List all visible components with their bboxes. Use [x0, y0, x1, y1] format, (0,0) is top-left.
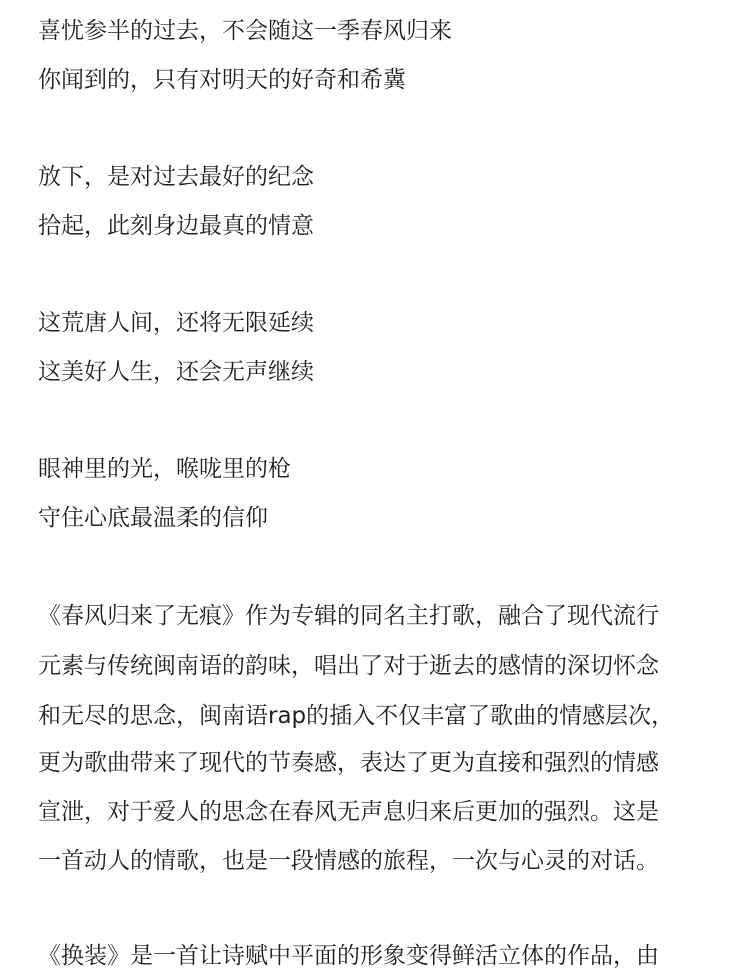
paragraph-line: 一首动人的情歌，也是一段情感的旅程，一次与心灵的对话。: [38, 848, 659, 874]
lyric-line: 这荒唐人间，还将无限延续: [38, 310, 314, 336]
paragraph-line-partial: 《换装》是一首让诗赋中平面的形象变得鲜活立体的作品，由: [38, 943, 659, 969]
lyric-line: 这美好人生，还会无声继续: [38, 359, 314, 385]
lyric-line: 守住心底最温柔的信仰: [38, 505, 268, 531]
lyric-line: 眼神里的光，喉咙里的枪: [38, 456, 291, 482]
lyric-line: 放下，是对过去最好的纪念: [38, 164, 314, 190]
paragraph-line: 和无尽的思念，闽南语rap的插入不仅丰富了歌曲的情感层次，: [38, 703, 675, 729]
lyric-line: 你闻到的，只有对明天的好奇和希冀: [38, 67, 406, 93]
paragraph-line: 宣泄，对于爱人的思念在春风无声息归来后更加的强烈。这是: [38, 799, 659, 825]
paragraph-line: 元素与传统闽南语的韵味，唱出了对于逝去的感情的深切怀念: [38, 653, 659, 679]
lyric-line: 喜忧参半的过去，不会随这一季春风归来: [38, 18, 452, 44]
lyric-line: 拾起，此刻身边最真的情意: [38, 213, 314, 239]
paragraph-line: 《春风归来了无痕》作为专辑的同名主打歌，融合了现代流行: [38, 603, 659, 629]
paragraph-line: 更为歌曲带来了现代的节奏感，表达了更为直接和强烈的情感: [38, 750, 659, 776]
